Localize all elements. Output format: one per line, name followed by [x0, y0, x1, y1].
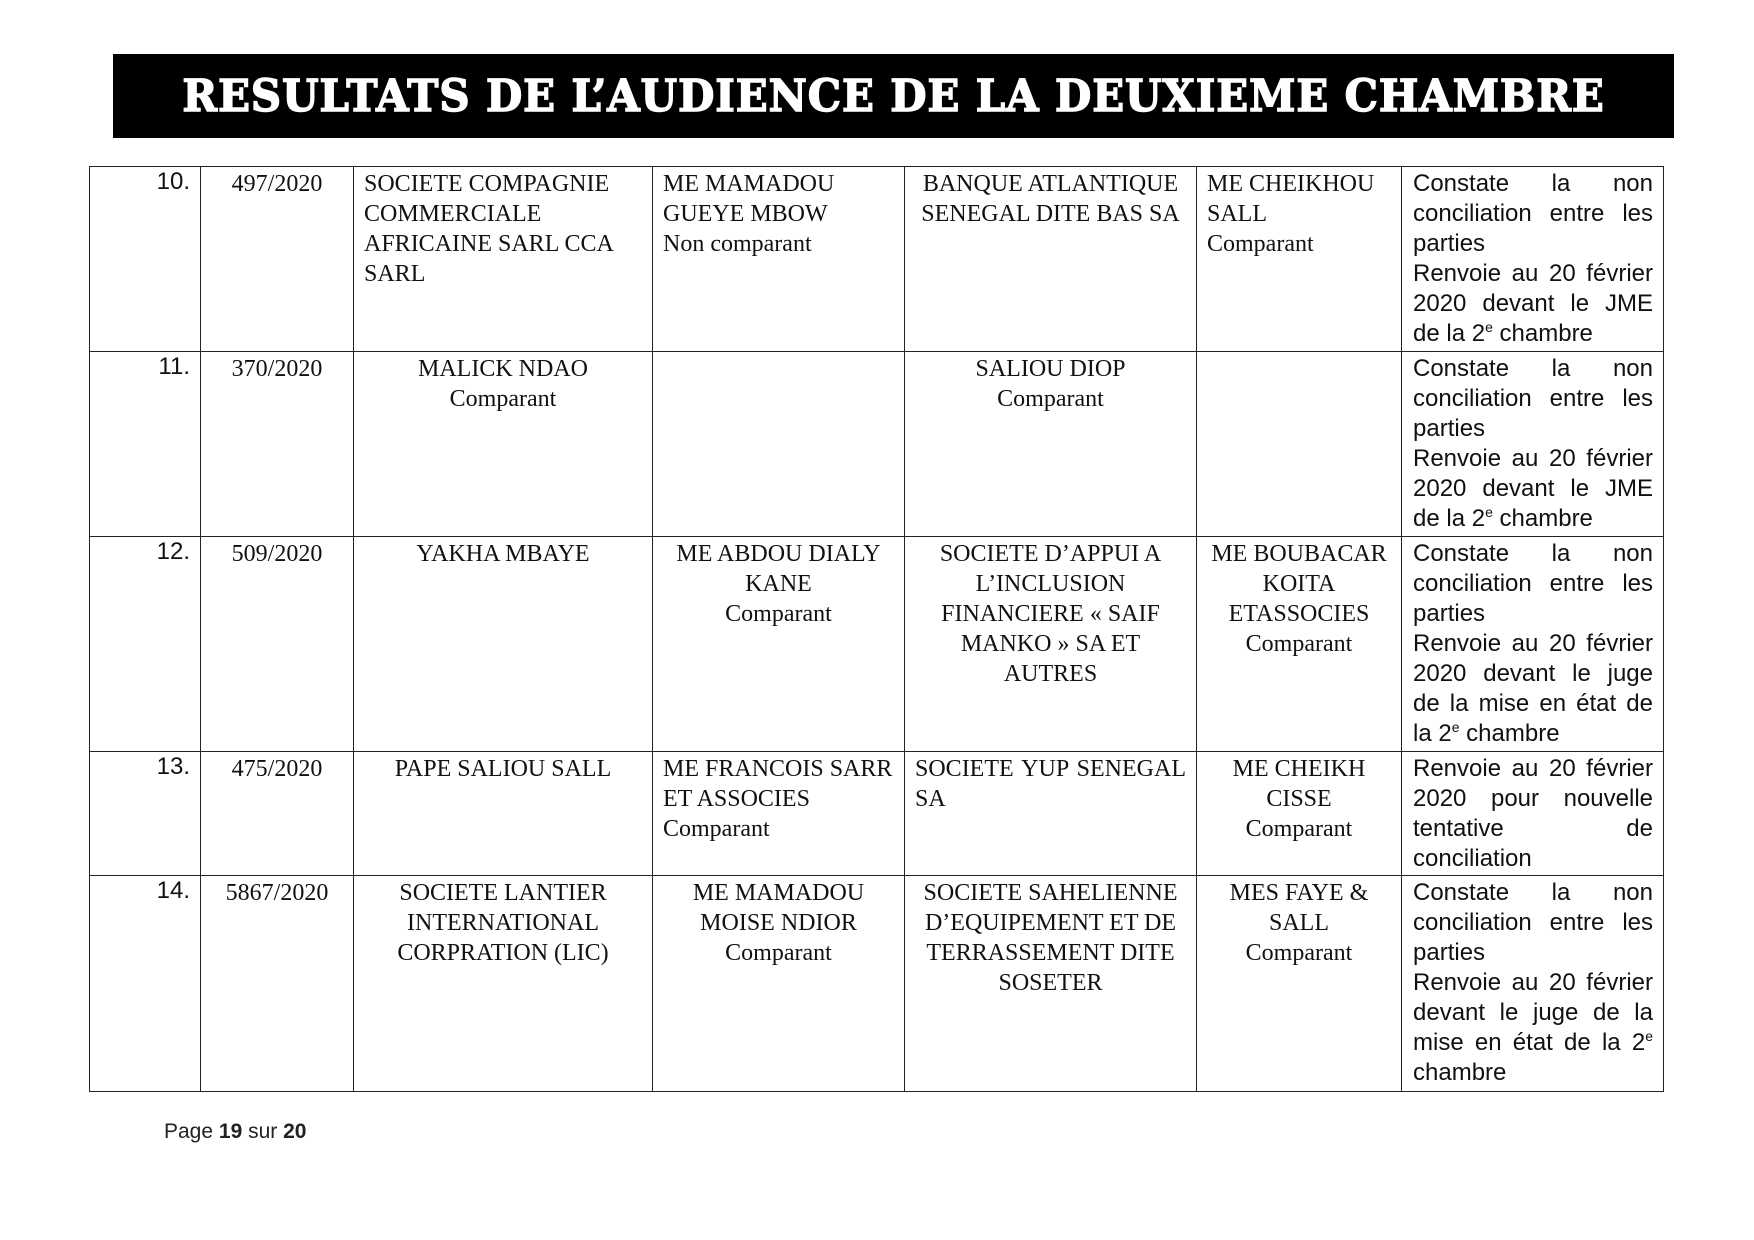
- defendant-line: TERRASSEMENT DITE: [926, 940, 1175, 966]
- plaintiff-cell: [354, 352, 653, 537]
- defendant-line: L’INCLUSION: [975, 571, 1126, 597]
- defendant-line: SOSETER: [998, 970, 1103, 996]
- page-total: 20: [283, 1120, 307, 1143]
- table-row: [90, 752, 1664, 876]
- plaintiff-line: SOCIETE COMPAGNIE: [364, 171, 610, 197]
- defendant-lawyer-cell: [1197, 537, 1402, 752]
- lawyer-line: SALL: [1269, 910, 1329, 936]
- plaintiff-line: COMMERCIALE: [364, 201, 542, 227]
- lawyer-line: ME MAMADOU: [663, 171, 835, 197]
- row-number: 10.: [90, 167, 201, 352]
- lawyer-line: MES FAYE &: [1229, 880, 1369, 906]
- page-separator: sur: [248, 1120, 278, 1143]
- row-number: 12.: [90, 537, 201, 752]
- lawyer-line: KOITA: [1262, 571, 1336, 597]
- defendant-cell: [905, 752, 1197, 876]
- table-row: [90, 876, 1664, 1092]
- decision-line: Constate la non conciliation entre les parties: [1413, 879, 1653, 966]
- page-footer: [164, 1120, 306, 1144]
- table-row: [90, 537, 1664, 752]
- lawyer-line: ME CHEIKH: [1232, 756, 1366, 782]
- defendant-lawyer-cell: [1197, 752, 1402, 876]
- table-row: [90, 167, 1664, 352]
- lawyer-status: Comparant: [1245, 816, 1353, 842]
- lawyer-status: Comparant: [1207, 231, 1314, 257]
- lawyer-line: CISSE: [1266, 786, 1332, 812]
- lawyer-status: Comparant: [1245, 940, 1353, 966]
- case-number: 497/2020: [201, 167, 354, 352]
- row-number: 13.: [90, 752, 201, 876]
- lawyer-status: Comparant: [725, 940, 832, 966]
- plaintiff-cell: [354, 167, 653, 352]
- plaintiff-lawyer-cell: [653, 876, 905, 1092]
- plaintiff-status: Comparant: [449, 386, 557, 412]
- case-number: 475/2020: [201, 752, 354, 876]
- case-number: 370/2020: [201, 352, 354, 537]
- lawyer-line: MOISE NDIOR: [700, 910, 857, 936]
- defendant-line: D’EQUIPEMENT ET DE: [924, 910, 1177, 936]
- lawyer-line: ME ABDOU DIALY: [676, 541, 881, 567]
- lawyer-status: Comparant: [663, 816, 770, 842]
- case-number: 5867/2020: [201, 876, 354, 1092]
- lawyer-line: ETASSOCIES: [1228, 601, 1370, 627]
- defendant-line: SA: [915, 786, 946, 812]
- lawyer-status: Comparant: [725, 601, 832, 627]
- page-title: RESULTATS DE L’AUDIENCE DE LA DEUXIEME CHAMBRE: [182, 70, 1605, 122]
- defendant-line: SOCIETE SAHELIENNE: [923, 880, 1178, 906]
- decision-line: Renvoie au 20 février 2020 devant le juge de la mise en état de la 2e chambre: [1413, 630, 1653, 747]
- lawyer-line: ME FRANCOIS SARR: [663, 756, 893, 782]
- row-number: 11.: [90, 352, 201, 537]
- page-label: Page: [164, 1120, 214, 1143]
- plaintiff-line: YAKHA MBAYE: [416, 541, 590, 567]
- lawyer-line: SALL: [1207, 201, 1267, 227]
- defendant-line: SOCIETE YUP SENEGAL: [915, 756, 1186, 782]
- plaintiff-line: INTERNATIONAL: [407, 910, 599, 936]
- lawyer-line: ME CHEIKHOU: [1207, 171, 1375, 197]
- case-number: 509/2020: [201, 537, 354, 752]
- plaintiff-cell: [354, 537, 653, 752]
- plaintiff-cell: [354, 876, 653, 1092]
- page-current: 19: [218, 1120, 243, 1143]
- decision-line: Constate la non conciliation entre les parties: [1413, 170, 1653, 257]
- defendant-cell: [905, 537, 1197, 752]
- plaintiff-line: CORPRATION (LIC): [397, 940, 609, 966]
- decision-cell: [1402, 537, 1664, 752]
- decision-cell: [1402, 752, 1664, 876]
- lawyer-line: GUEYE MBOW: [663, 201, 828, 227]
- defendant-cell: [905, 876, 1197, 1092]
- plaintiff-line: AFRICAINE SARL CCA: [364, 231, 614, 257]
- defendant-line: FINANCIERE « SAIF: [941, 601, 1160, 627]
- decision-line: Renvoie au 20 février 2020 devant le JME de la 2e chambre: [1413, 260, 1653, 347]
- decision-cell: [1402, 352, 1664, 537]
- defendant-cell: [905, 167, 1197, 352]
- plaintiff-line: PAPE SALIOU SALL: [394, 756, 612, 782]
- defendant-lawyer-cell: [1197, 167, 1402, 352]
- defendant-cell: [905, 352, 1197, 537]
- page-header-banner: [113, 54, 1674, 138]
- decision-line: Renvoie au 20 février 2020 devant le JME de la 2e chambre: [1413, 445, 1653, 532]
- decision-line: Renvoie au 20 février devant le juge de la mise en état de la 2e chambre: [1413, 969, 1653, 1086]
- plaintiff-cell: [354, 752, 653, 876]
- decision-cell: [1402, 876, 1664, 1092]
- defendant-lawyer-cell: [1197, 876, 1402, 1092]
- defendant-line: BANQUE ATLANTIQUE: [922, 171, 1179, 197]
- plaintiff-lawyer-cell: [653, 537, 905, 752]
- plaintiff-lawyer-cell: [653, 167, 905, 352]
- lawyer-line: ME BOUBACAR: [1211, 541, 1387, 567]
- decision-line: Constate la non conciliation entre les parties: [1413, 540, 1653, 627]
- lawyer-status: Comparant: [1245, 631, 1353, 657]
- defendant-lawyer-cell: [1197, 352, 1402, 537]
- defendant-line: SOCIETE D’APPUI A: [939, 541, 1162, 567]
- defendant-line: SENEGAL DITE BAS SA: [921, 201, 1180, 227]
- defendant-line: MANKO » SA ET AUTRES: [960, 631, 1141, 687]
- plaintiff-lawyer-cell: [653, 752, 905, 876]
- defendant-status: Comparant: [997, 386, 1104, 412]
- hearing-results-table: [89, 166, 1664, 1092]
- plaintiff-line: SOCIETE LANTIER: [399, 880, 607, 906]
- decision-line: Constate la non conciliation entre les parties: [1413, 355, 1653, 442]
- lawyer-line: ET ASSOCIES: [663, 786, 810, 812]
- row-number: 14.: [90, 876, 201, 1092]
- lawyer-status: Non comparant: [663, 231, 812, 257]
- plaintiff-line: MALICK NDAO: [418, 356, 588, 382]
- lawyer-line: ME MAMADOU: [692, 880, 865, 906]
- plaintiff-line: SARL: [364, 261, 426, 287]
- lawyer-line: KANE: [745, 571, 812, 597]
- decision-line: Renvoie au 20 février 2020 pour nouvelle tentative de conciliation: [1413, 755, 1653, 872]
- plaintiff-lawyer-cell: [653, 352, 905, 537]
- decision-cell: [1402, 167, 1664, 352]
- defendant-line: SALIOU DIOP: [975, 356, 1126, 382]
- table-row: [90, 352, 1664, 537]
